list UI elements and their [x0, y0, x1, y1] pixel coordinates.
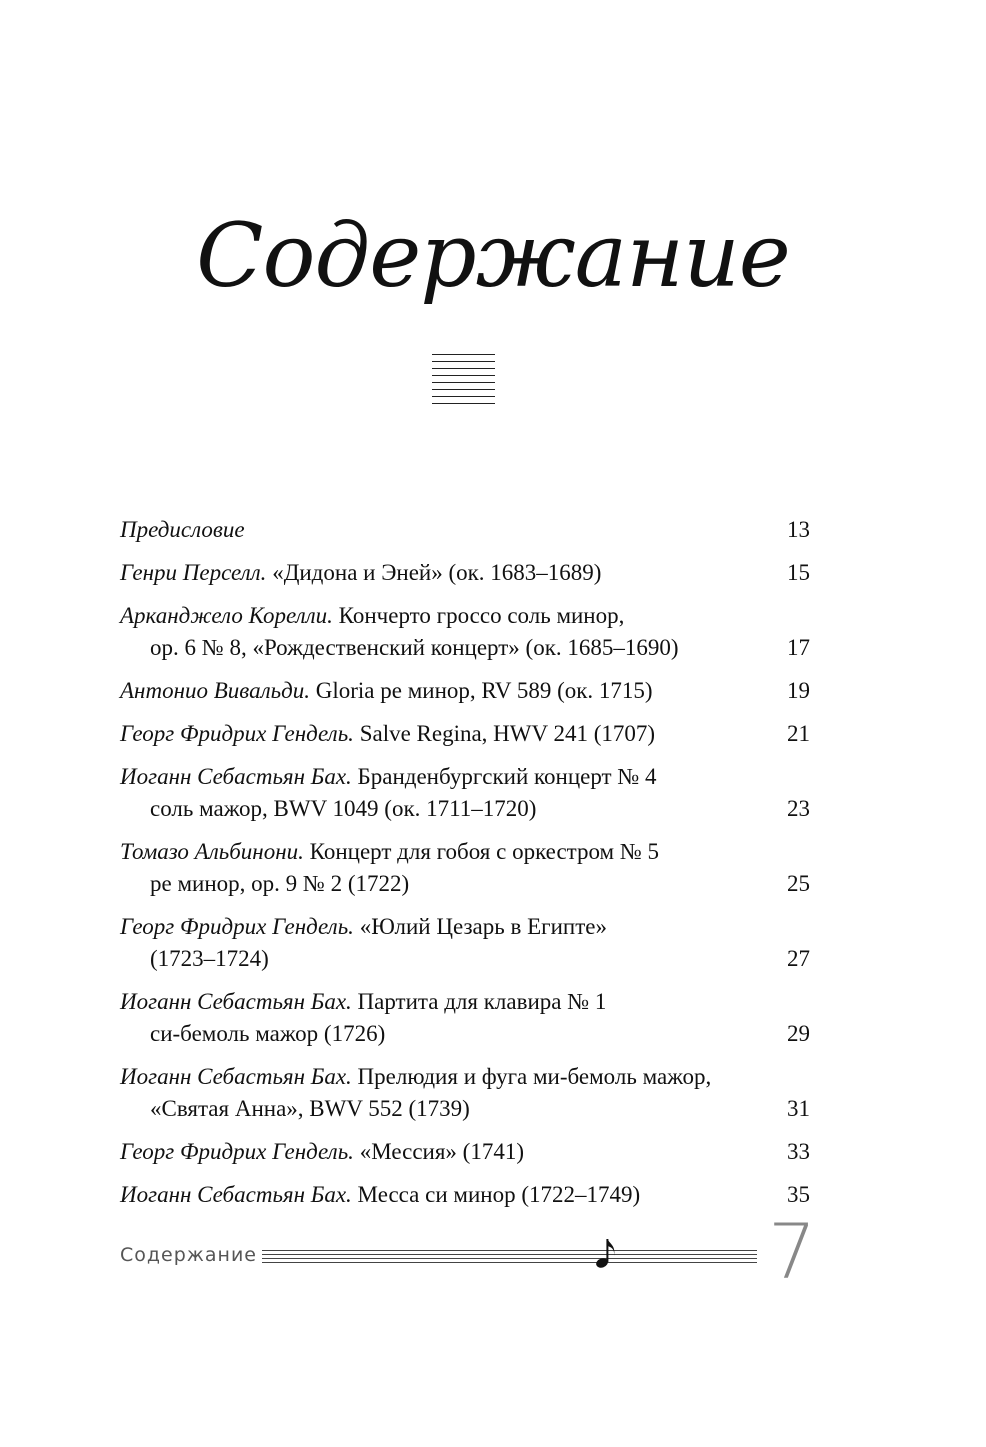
toc-page-number: 17 — [787, 635, 810, 660]
toc-title-text: Концерт для гобоя с оркестром № 5 — [303, 839, 660, 864]
toc-entry[interactable] — [120, 1136, 810, 1168]
toc-entry[interactable] — [120, 1179, 810, 1211]
toc-page-number: 23 — [787, 796, 810, 821]
toc-page-number: 35 — [787, 1182, 810, 1207]
toc-author: Иоганн Себастьян Бах. — [120, 1064, 352, 1089]
toc-entry[interactable] — [120, 514, 810, 546]
toc-author: Арканджело Корелли. — [120, 603, 333, 628]
toc-entry-line — [120, 911, 810, 943]
toc-page-number: 33 — [787, 1139, 810, 1164]
toc-entry-line — [120, 868, 810, 900]
toc-title-text: ре минор, ор. 9 № 2 (1722) — [150, 871, 410, 896]
toc-entry[interactable] — [120, 986, 810, 1050]
toc-title-text: соль мажор, BWV 1049 (ок. 1711–1720) — [150, 796, 537, 821]
toc-page-number: 29 — [787, 1021, 810, 1046]
toc-entry-line — [120, 986, 810, 1018]
toc-entry[interactable] — [120, 1061, 810, 1125]
table-of-contents — [120, 514, 810, 1222]
toc-page-number: 25 — [787, 871, 810, 896]
toc-title-text: «Дидона и Эней» (ок. 1683–1689) — [266, 560, 602, 585]
toc-title-text: «Святая Анна», BWV 552 (1739) — [150, 1096, 470, 1121]
toc-entry-line — [120, 1136, 810, 1168]
toc-author: Георг Фридрих Гендель. — [120, 1139, 354, 1164]
toc-entry-line — [120, 675, 810, 707]
toc-entry[interactable] — [120, 836, 810, 900]
footer-staff-lines — [262, 1250, 757, 1266]
toc-title-text: Прелюдия и фуга ми-бемоль мажор, — [351, 1064, 712, 1089]
toc-title-text: (1723–1724) — [150, 946, 269, 971]
toc-entry-line — [120, 1018, 810, 1050]
toc-entry-line — [120, 632, 810, 664]
page-title: Содержание — [196, 204, 790, 307]
toc-title-text: ор. 6 № 8, «Рождественский концерт» (ок. 1685–1690) — [150, 635, 679, 660]
toc-author: Генри Перселл. — [120, 560, 267, 585]
toc-title-text: Salve Regina, HWV 241 (1707) — [353, 721, 656, 746]
toc-author: Антонио Вивальди. — [120, 678, 310, 703]
toc-entry[interactable] — [120, 718, 810, 750]
staff-lines-icon — [432, 354, 495, 412]
toc-author: Георг Фридрих Гендель. — [120, 721, 354, 746]
toc-entry-line — [120, 1093, 810, 1125]
toc-author: Предисловие — [120, 517, 245, 542]
toc-author: Иоганн Себастьян Бах. — [120, 764, 352, 789]
toc-title-text: Кончерто гроссо соль минор, — [332, 603, 625, 628]
toc-entry-line — [120, 1179, 810, 1211]
toc-entry-line — [120, 761, 810, 793]
running-footer-label: Содержание — [120, 1244, 257, 1266]
toc-entry-line — [120, 836, 810, 868]
music-note-icon — [594, 1236, 618, 1270]
toc-entry[interactable] — [120, 911, 810, 975]
toc-entry-line — [120, 718, 810, 750]
toc-page-number: 15 — [787, 560, 810, 585]
toc-page-number: 27 — [787, 946, 810, 971]
toc-entry[interactable] — [120, 600, 810, 664]
toc-page-number: 31 — [787, 1096, 810, 1121]
toc-author: Иоганн Себастьян Бах. — [120, 1182, 352, 1207]
toc-entry-line — [120, 557, 810, 589]
toc-entry-line — [120, 943, 810, 975]
toc-title-text: си-бемоль мажор (1726) — [150, 1021, 386, 1046]
toc-entry-line — [120, 1061, 810, 1093]
toc-entry-line — [120, 793, 810, 825]
toc-page-number: 19 — [787, 678, 810, 703]
toc-title-text: Месса си минор (1722–1749) — [351, 1182, 641, 1207]
toc-author: Томазо Альбинони. — [120, 839, 304, 864]
toc-entry[interactable] — [120, 557, 810, 589]
page-number: 7 — [768, 1207, 817, 1296]
toc-title-text: Gloria ре минор, RV 589 (ок. 1715) — [310, 678, 653, 703]
toc-entry[interactable] — [120, 675, 810, 707]
toc-title-text: «Мессия» (1741) — [353, 1139, 524, 1164]
toc-entry-line — [120, 600, 810, 632]
toc-entry-line — [120, 514, 810, 546]
toc-title-text: «Юлий Цезарь в Египте» — [353, 914, 607, 939]
toc-title-text: Бранденбургский концерт № 4 — [351, 764, 657, 789]
toc-entry[interactable] — [120, 761, 810, 825]
toc-page-number: 21 — [787, 721, 810, 746]
toc-author: Георг Фридрих Гендель. — [120, 914, 354, 939]
toc-author: Иоганн Себастьян Бах. — [120, 989, 352, 1014]
toc-page-number: 13 — [787, 517, 810, 542]
toc-title-text: Партита для клавира № 1 — [351, 989, 607, 1014]
